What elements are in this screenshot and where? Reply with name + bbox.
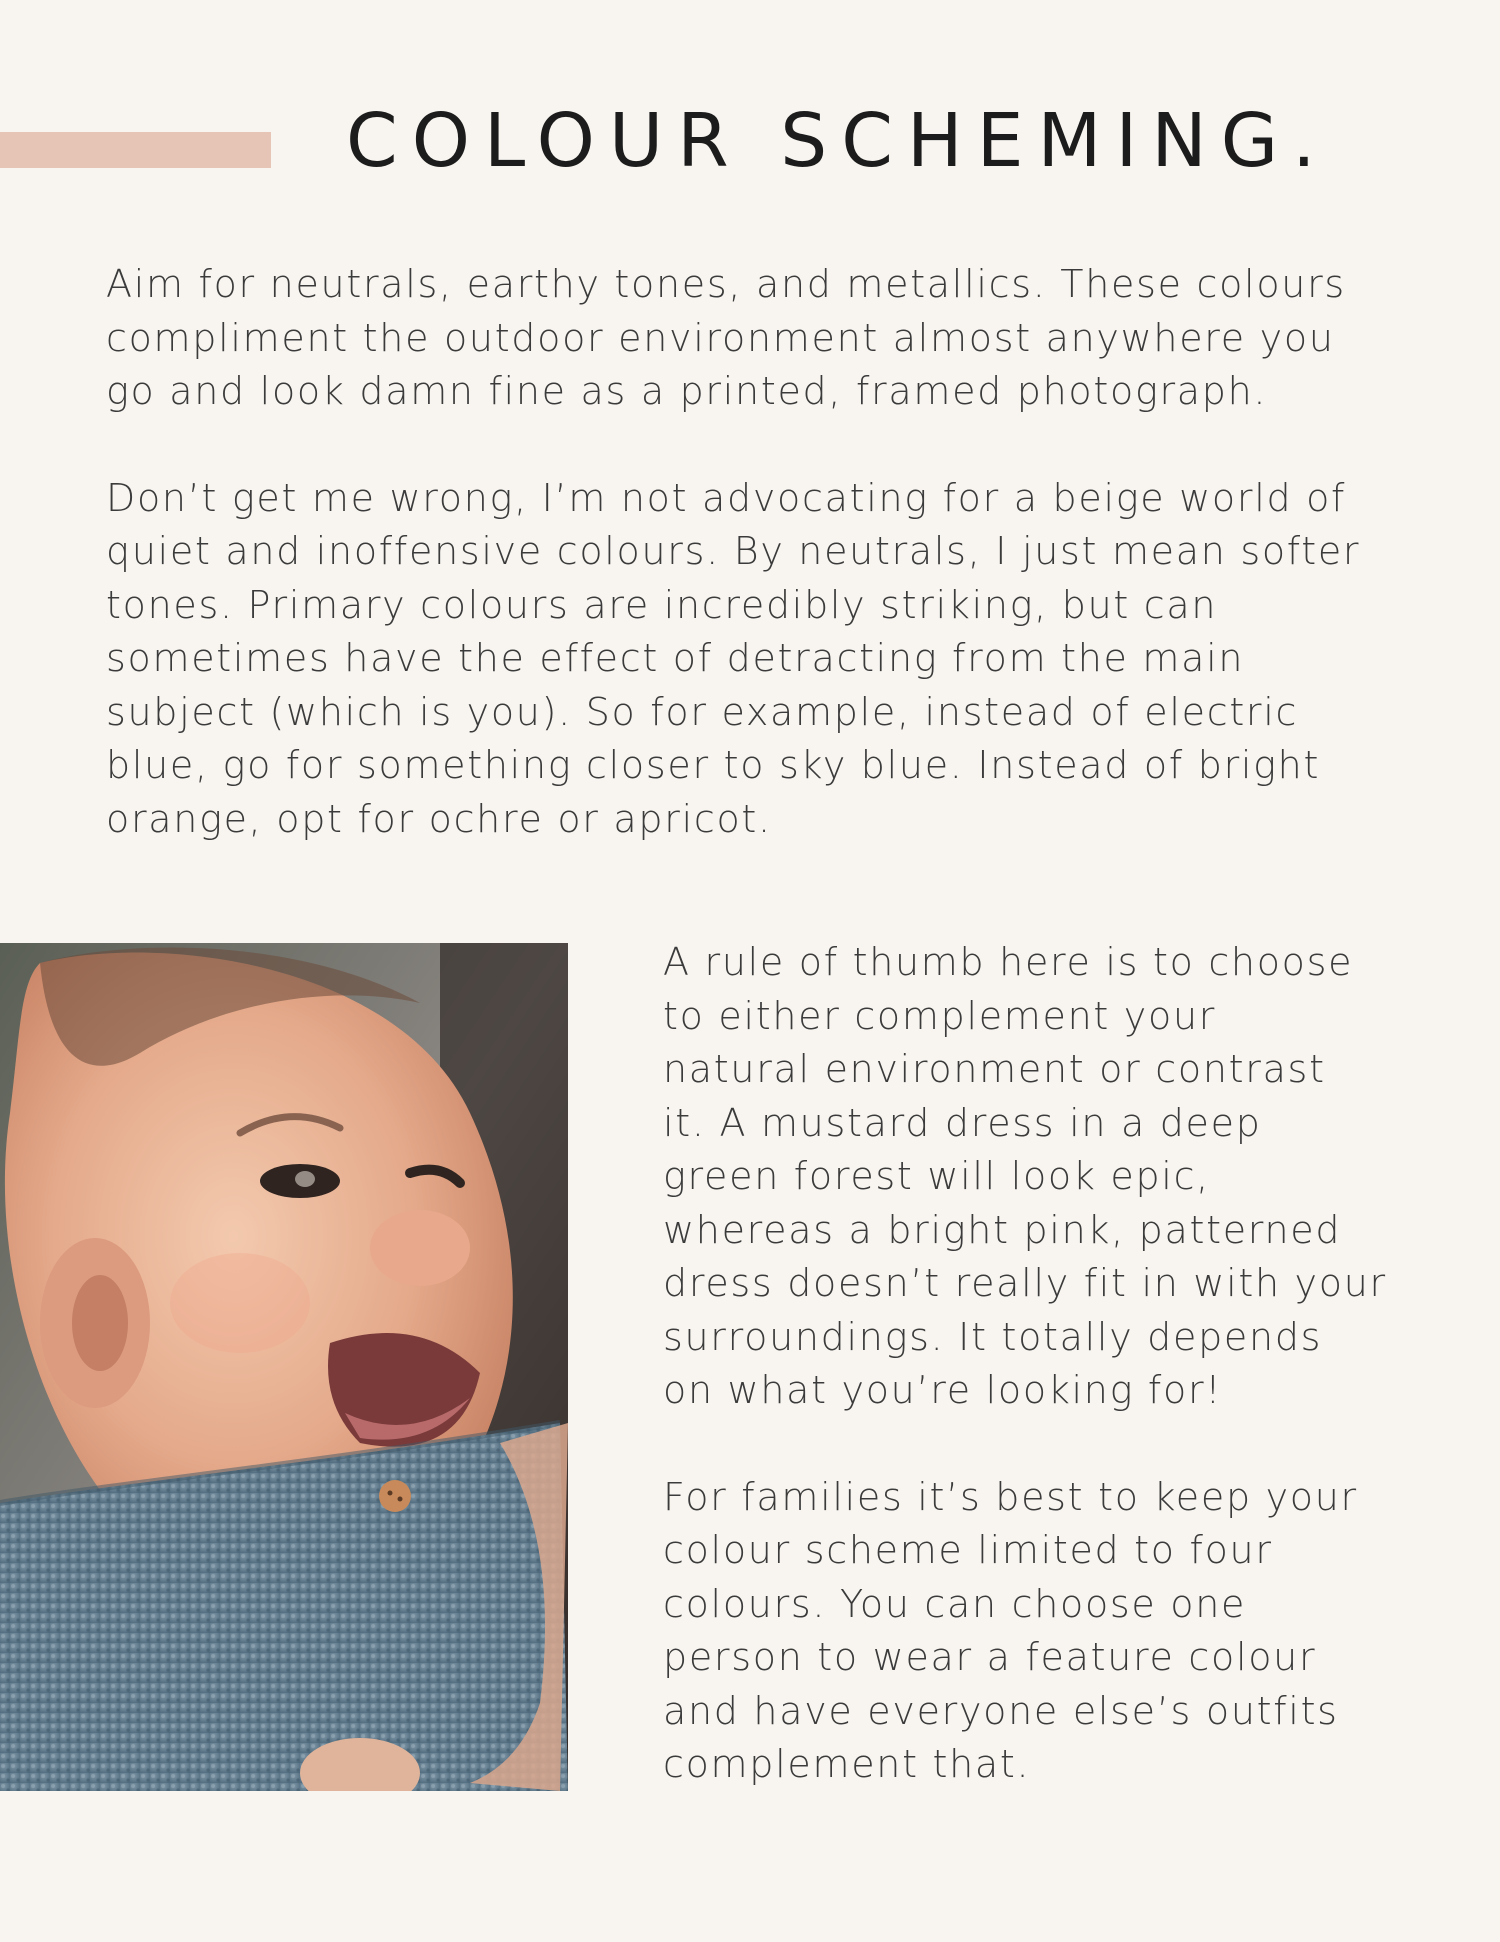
- side-text: [663, 936, 1463, 1792]
- side-paragraph-1: A rule of thumb here is to choose to either complement your natural environment or contrast it. A mustard dress in a deep green forest will look epic, whereas a bright pink, patterned dress doesn’t really fit in with your surroundings. It totally depends on what you’re looking for!: [663, 940, 1387, 1412]
- intro-paragraph-1: Aim for neutrals, earthy tones, and metallics. These colours compliment the outdoor environment almost anywhere you go and look damn fine as a printed, framed photograph.: [106, 262, 1346, 413]
- intro-paragraph-2: Don’t get me wrong, I’m not advocating for a beige world of quiet and inoffensive colours. By neutrals, I just mean softer tones. Primary colours are incredibly striking, but can sometimes have the effect of detracting from the main subject (which is you). So for example, instead of electric blue, go for something closer to sky blue. Instead of bright orange, opt for ochre or apricot.: [106, 475, 1361, 841]
- side-paragraph-2: For families it’s best to keep your colour scheme limited to four colours. You can choose one person to wear a feature colour and have everyone else’s outfits complement that.: [663, 1474, 1358, 1786]
- baby-photo-illustration: [0, 943, 568, 1791]
- page-title: COLOUR SCHEMING.: [346, 98, 1330, 184]
- baby-photo: [0, 943, 568, 1791]
- title-accent-bar: [0, 132, 271, 168]
- intro-text: [106, 258, 1446, 846]
